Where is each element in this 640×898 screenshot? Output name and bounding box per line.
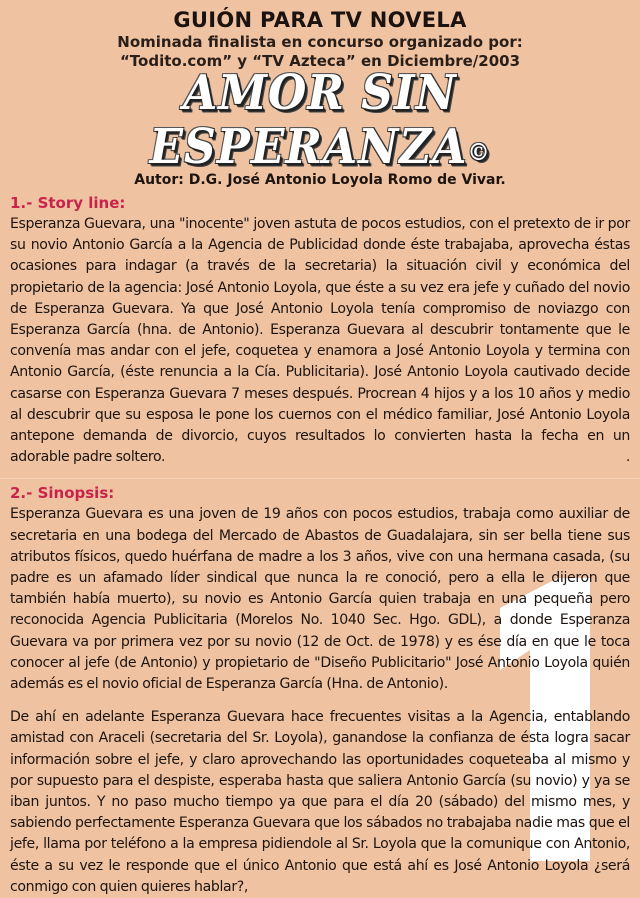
- nomination-line-2: “Todito.com” y “TV Azteca” en Diciembre/2003: [119, 52, 521, 70]
- sinopsis-paragraph-1: Esperanza Guevara es una joven de 19 años con pocos estudios, trabaja como auxiliar de secretaria en una bodega del Mercado de Abastos de Guadalajara, sin ser bella tiene sus atributos físicos, quedo huérfana de madre a los 3 años, vive con una hermana casada, (su padre es un afamado líder sindical que nunca la re conoció, pero a ella le dijeron que también había muerto), su novio es Antonio García quien trabaja en una pequeña pero reconocida Agencia Publicitaria (Morelos No. 1040 Sec. Hgo. GDL), a donde Esperanza Guevara va por primera vez por su novio (12 de Oct. de 1978) y es ése día en que le toca conocer al jefe (de Antonio) y propietario de "Diseño Publicitario" José Antonio Loyola quién además es el novio oficial de Esperanza García (Hna. de Antonio).: [10, 506, 630, 693]
- copyright-icon: ©: [467, 138, 491, 167]
- section-divider: [0, 478, 640, 479]
- telenovela-title-text: AMOR SIN ESPERANZA: [149, 65, 468, 175]
- section-sinopsis: [10, 483, 630, 898]
- document-header: [10, 0, 630, 189]
- story-line-paragraph: [10, 214, 630, 468]
- trailing-period: .: [625, 449, 630, 466]
- nomination-line-1: Nominada finalista en concurso organizado por:: [117, 33, 523, 51]
- section-heading-sinopsis: 2.- Sinopsis:: [10, 484, 115, 503]
- story-line-text: Esperanza Guevara, una "inocente" joven astuta de pocos estudios, con el pretexto de ir por su novio Antonio García a la Agencia de Publicidad donde éste trabajaba, aprovecha éstas ocasiones para indagar (a través de la secretaria) la situación civil y económica del propietario de la agencia: José Antonio Loyola, que éste a su vez era jefe y cuñado del novio de Esperanza Guevara. Ya que José Antonio Loyola tenía compromiso de noviazgo con Esperanza García (hna. de Antonio). Esperanza Guevara al descubrir tontamente que le convenía mas andar con el jefe, coquetea y enamora a José Antonio Loyola y termina con Antonio García, (éste renuncia a la Cía. Publicitaria). José Antonio Loyola cautivado decide casarse con Esperanza Guevara 7 meses después. Procrean 4 hijos y a los 10 años y medio al descubrir que su esposa le pone los cuernos con el médico familiar, José Antonio Loyola antepone demanda de divorcio, cuyos resultados lo convierten hasta la fecha en un adorable padre soltero.: [10, 216, 630, 466]
- telenovela-title-logo: [10, 67, 630, 175]
- section-heading-story-line: 1.- Story line:: [10, 194, 126, 212]
- section-story-line: [10, 193, 630, 468]
- sinopsis-paragraph-2: De ahí en adelante Esperanza Guevara hace frecuentes visitas a la Agencia, entablando amistad con Araceli (secretaria del Sr. Loyola), ganandose la confianza de ésta logra sacar información sobre el jefe, y claro aprovechando las oportunidades coqueteaba al mismo y por supuesto para el despiste, esperaba hasta que saliera Antonio García (su novio) y ya se iban juntos. Y no paso mucho tiempo ya que para el día 20 (sábado) del mismo mes, y sabiendo perfectamente Esperanza Guevara que los sábados no trabajaba nadie mas que el jefe, llama por teléfono a la empresa pidiendole al Sr. Loyola que la comunique con Antonio, éste a su vez le responde que el único Antonio que está ahí es José Antonio Loyola ¿será conmigo con quien quieres hablar?,: [10, 709, 630, 895]
- author-line: Autor: D.G. José Antonio Loyola Romo de Vivar.: [134, 172, 506, 188]
- document-title: GUIÓN PARA TV NOVELA: [173, 8, 467, 32]
